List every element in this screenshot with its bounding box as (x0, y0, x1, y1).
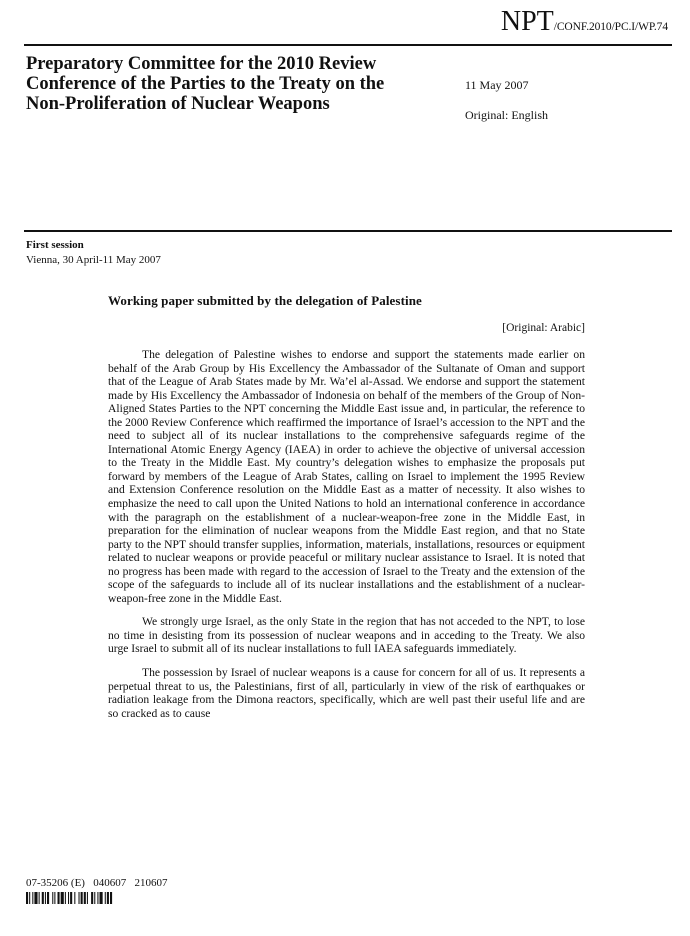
committee-line: Preparatory Committee for the 2010 Review (26, 54, 377, 74)
session-name: First session (26, 239, 84, 251)
symbol-ref: /CONF.2010/PC.I/WP.74 (553, 21, 668, 33)
committee-line: Conference of the Parties to the Treaty on the (26, 74, 385, 94)
section-rule (24, 230, 672, 232)
document-body (108, 348, 585, 730)
header-rule (24, 44, 672, 46)
session-location: Vienna, 30 April-11 May 2007 (26, 254, 161, 266)
document-title: Working paper submitted by the delegation of Palestine (108, 293, 422, 308)
committee-line: Non-Proliferation of Nuclear Weapons (26, 94, 330, 114)
document-date: 11 May 2007 (465, 78, 529, 92)
footer-code: 07-35206 (E) 040607 210607 (26, 877, 168, 889)
original-language: Original: English (465, 108, 548, 122)
original-arabic-note: [Original: Arabic] (502, 322, 585, 334)
committee-title (26, 54, 456, 114)
paragraph: The possession by Israel of nuclear weapons is a cause for concern for all of us. It represents a perpetual threat to us, the Palestinians, first of all, particularly in view of the risk of earthquakes or radiation leakage from the Dimona reactors, specifically, which are well past their useful life and are so cracked as to cause (108, 666, 585, 720)
document-symbol (501, 8, 668, 36)
session-info (26, 238, 161, 268)
symbol-main: NPT (500, 6, 554, 37)
barcode-icon (26, 892, 156, 904)
paragraph: The delegation of Palestine wishes to endorse and support the statements made earlier on behalf of the Arab Group by His Excellency the Ambassador of the Sultanate of Oman and support that of the League of Arab States made by Mr. Wa’el al-Assad. We endorse and support the statement made by His Excellency the Ambassador of Indonesia on behalf of the members of the Group of Non-Aligned States Parties to the NPT concerning the Middle East issue and, in particular, the reference to the 2000 Review Conference which reaffirmed the importance of Israel’s accession to the NPT and the need to subject all of its nuclear installations to the comprehensive safeguards regime of the International Atomic Energy Agency (IAEA) in order to achieve the objective of universal accession to the Treaty in the Middle East. My country’s delegation wishes to emphasize the proposals put forward by members of the League of Arab States, calling on Israel to implement the 1995 Review and Extension Conference resolution on the Middle East as a matter of necessity. It also wishes to emphasize the need to call upon the United Nations to hold an international conference in accordance with the paragraph on the establishment of a nuclear-weapon-free zone in the Middle East, in preparation for the elimination of nuclear weapons from the Middle East region, and that no State party to the NPT should transfer supplies, information, materials, installations, resources or equipment related to nuclear weapons or provide peaceful or military nuclear assistance to Israel. It is noted that no progress has been made with regard to the accession of Israel to the Treaty and the extension of the scope of the safeguards to include all of its nuclear installations and the establishment of a nuclear-weapon-free zone in the Middle East. (108, 348, 585, 605)
paragraph: We strongly urge Israel, as the only State in the region that has not acceded to the NPT, to lose no time in desisting from its possession of nuclear weapons and in acceding to the Treaty. We also urge Israel to submit all of its nuclear installations to full IAEA safeguards immediately. (108, 615, 585, 656)
